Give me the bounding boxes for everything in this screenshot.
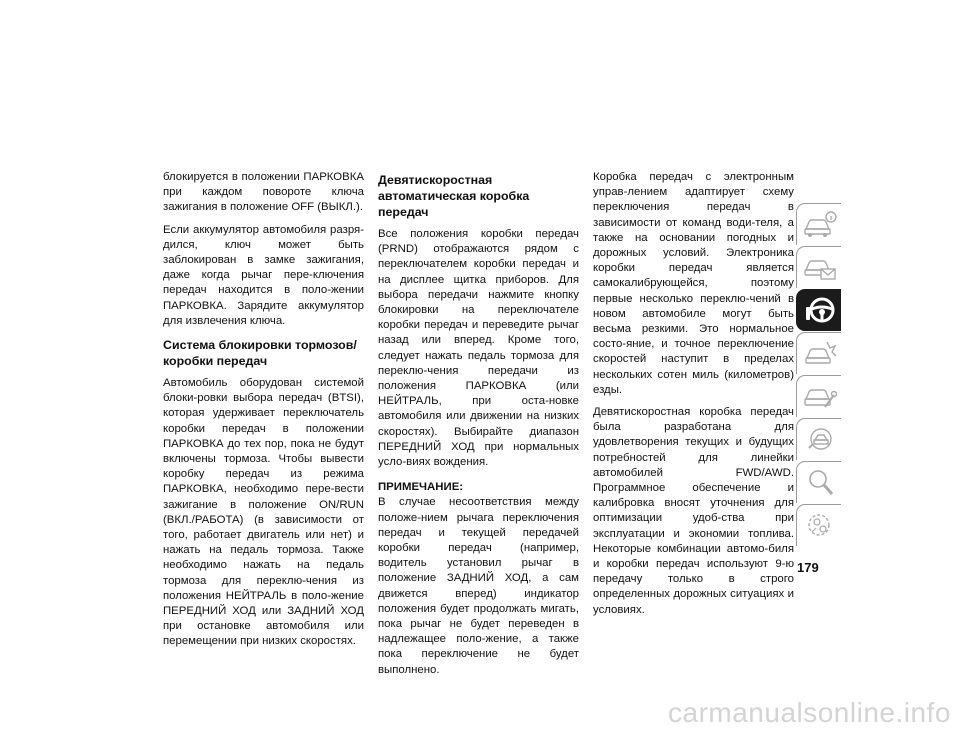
page-number: 179	[797, 560, 819, 575]
paragraph: Если аккумулятор автомобиля разря-дился, ключ может быть заблокирован в замке зажигания, даже когда рычаг пере-ключения передач находится в поло-жении ПАРКОВКА. Зарядите аккумулятор для извлечения ключа.	[163, 223, 364, 327]
tab-car-service[interactable]	[796, 418, 841, 460]
section-heading: Система блокировки тормозов/ коробки передач	[163, 338, 357, 369]
paragraph: Все положения коробки передач (PRND) отображаются рядом с переключателем коробки передач и на дисплее щитка приборов. Для выбора передачи нажмите кнопку блокировки на переключателе коробки передач и переведите рычаг назад или вперед. Кроме того, следует нажать педаль тормоза для переклю-чения передачи из положения ПАРКОВКА (или НЕЙТРАЛЬ, при оста-новке автомобиля или движении на низких скоростях). Выбирайте диапазон ПЕРЕДНИЙ ХОД при нормальных усло-виях вождения.	[378, 228, 579, 469]
paragraph: Девятискоростная коробка передач была разработана для удовлетворения текущих и будущих потребностей для линейки автомобилей FWD/AWD. Программное обеспечение и калибровка вносят уточнения для оптимизации удоб-ства при эксплуатации и экономии топлива. Некоторые комбинации автомо-биля и коробки передач используют 9-ю передачу только в строго определенных дорожных ситуациях и условиях.	[593, 406, 794, 616]
steering-wheel-icon	[803, 295, 837, 325]
tab-steering-wheel[interactable]	[796, 289, 841, 331]
note-text: В случае несоответствия между положе-нием рычага переключения передач и текущей передачей коробки передач (например, водитель установил рычаг в положение ЗАДНИЙ ХОД, а сам движется вперед) индикатор положения будет продолжать мигать, пока рычаг не будет переведен в надлежащее поло-жение, а также пока переключение не будет выполнено.	[378, 496, 579, 676]
paragraph: Коробка передач с электронным управ-лением адаптирует схему переключения передач в зависимости от команд води-теля, а также на основании погодных и дорожных условий. Электроника коробки передач является самокалибрующейся, поэтому первые несколько переклю-чений в новом автомобиле могут быть весьма резкими. Это нормальное состо-яние, и точное переключение скоростей наступит в пределах нескольких сотен миль (километров) езды.	[593, 171, 794, 396]
tab-car-crash[interactable]	[796, 332, 841, 374]
chapter-tabs	[796, 203, 844, 547]
tab-car-wrench[interactable]	[796, 375, 841, 417]
car-service-icon	[803, 424, 837, 454]
tab-language[interactable]	[796, 504, 841, 546]
paragraph: блокируется в положении ПАРКОВКА при каждом повороте ключа зажигания в положение OFF (ВЫКЛ.).	[163, 171, 364, 214]
text-column-2	[378, 172, 579, 685]
language-icon	[803, 510, 837, 540]
magnifier-icon	[803, 467, 837, 497]
car-info-icon	[803, 209, 837, 239]
text-column-1	[163, 170, 364, 657]
watermark: carmanualsonline.info	[668, 697, 951, 728]
tab-car-envelope[interactable]	[796, 246, 841, 288]
car-envelope-icon	[803, 252, 837, 282]
tab-search[interactable]	[796, 461, 841, 503]
note-label: ПРИМЕЧАНИЕ:	[378, 481, 464, 494]
tab-car-info[interactable]	[796, 203, 841, 245]
text-column-3	[593, 170, 794, 625]
paragraph: Автомобиль оборудован системой блоки-ровки выбора передач (BTSI), которая удерживает переключатель коробки передач в положении ПАРКОВКА до тех пор, пока не будут включены тормоза. Чтобы вывести коробку передач из режима ПАРКОВКА, необходимо пере-вести зажигание в положение ON/RUN (ВКЛ./РАБОТА) (в зависимости от того, работает двигатель или нет) и нажать на педаль тормоза. Также необходимо нажать на педаль тормоза для переклю-чения из положения НЕЙТРАЛЬ в поло-жение ПЕРЕДНИЙ ХОД или ЗАДНИЙ ХОД при остановке автомобиля или перемещении при низких скоростях.	[163, 377, 364, 648]
section-heading: Девятискоростная автоматическая коробка передач	[378, 173, 530, 219]
car-wrench-icon	[803, 381, 837, 411]
car-crash-icon	[803, 338, 837, 368]
